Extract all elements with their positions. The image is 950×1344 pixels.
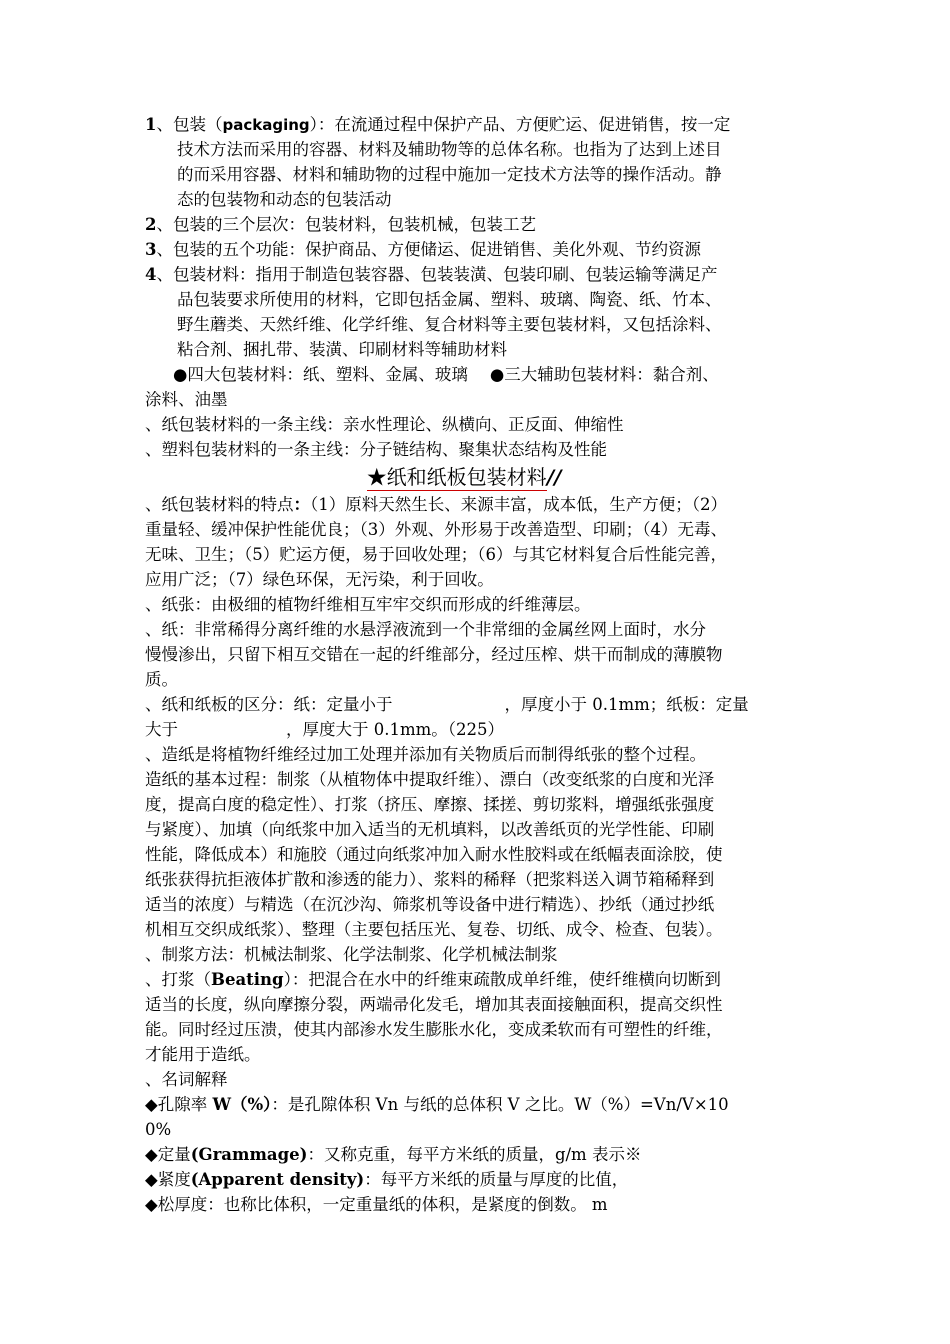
pulping-methods: 、制浆方法：机械法制浆、化学法制浆、化学机械法制浆 <box>145 945 558 964</box>
porosity-line-1 <box>145 1092 813 1117</box>
item-number: 2 <box>145 215 157 234</box>
bullet-line-2: 涂料、油墨 <box>145 390 228 409</box>
text: ◆紧度 <box>145 1170 191 1189</box>
features-line-1 <box>145 492 813 517</box>
heading-text: ★纸和纸板包装材料 <box>366 465 547 489</box>
beating-line-2: 适当的长度，纵向摩擦分裂，两端帚化发毛，增加其表面接触面积，提高交织性 <box>145 995 723 1014</box>
item-1-line-4: 态的包装物和动态的包装活动 <box>177 190 392 209</box>
beating-line-1 <box>145 967 813 992</box>
text: ，厚度大于 0.1mm。（225） <box>286 720 505 739</box>
edit-mark: // <box>546 465 562 489</box>
item-number: 3 <box>145 240 157 259</box>
zhizhang-definition: 、纸张：由极细的植物纤维相互牢牢交织而形成的纤维薄层。 <box>145 595 591 614</box>
papermaking-line-8: 机相互交织成纸浆）、整理（主要包括压光、复卷、切纸、成令、检查、包装）。 <box>145 920 723 939</box>
text: ◆定量 <box>145 1145 191 1164</box>
papermaking-line-3: 度，提高白度的稳定性）、打浆（挤压、摩擦、揉搓、剪切浆料，增强纸张强度 <box>145 795 715 814</box>
zhi-line-2: 慢慢渗出，只留下相互交错在一起的纤维部分，经过压榨、烘干而制成的薄膜物 <box>145 645 723 664</box>
text: 、包装的三个层次：包装材料，包装机械，包装工艺 <box>156 215 536 234</box>
text: 、包装材料：指用于制造包装容器、包装装潢、包装印刷、包装运输等满足产 <box>156 265 718 284</box>
beating-line-4: 才能用于造纸。 <box>145 1045 261 1064</box>
text: ：又称克重，每平方米纸的质量，g/m 表示※ <box>307 1145 642 1164</box>
text: ◆孔隙率 <box>145 1095 213 1114</box>
text: 、纸包装材料的特点 <box>145 495 294 514</box>
text: ）：在流通过程中保护产品、方便贮运、促进销售，按一定 <box>309 115 731 134</box>
term-english: Beating <box>211 970 284 989</box>
terms-title: 、名词解释 <box>145 1070 228 1089</box>
text: ，厚度小于 0.1mm；纸板：定量 <box>504 695 749 714</box>
term-symbol: W（%） <box>212 1095 272 1114</box>
item-1-line-1 <box>145 112 813 137</box>
item-1-line-2: 技术方法而采用的容器、材料及辅助物等的总体名称。也指为了达到上述目 <box>177 140 722 159</box>
features-line-2: 重量轻、缓冲保护性能优良；（3）外观、外形易于改善造型、印刷；（4）无毒、 <box>145 520 727 539</box>
papermaking-line-7: 适当的浓度）与精选（在沉沙沟、筛浆机等设备中进行精选）、抄纸（通过抄纸 <box>145 895 715 914</box>
grammage-definition <box>145 1142 813 1167</box>
papermaking-line-5: 性能，降低成本）和施胶（通过向纸浆冲加入耐水性胶料或在纸幅表面涂胶，使 <box>145 845 723 864</box>
item-3 <box>145 237 813 262</box>
text: 、包装（ <box>156 115 223 134</box>
papermaking-line-4: 与紧度）、加填（向纸浆中加入适当的无机填料，以改善纸页的光学性能、印刷 <box>145 820 715 839</box>
item-number: 1 <box>145 115 157 134</box>
text: 、包装的五个功能：保护商品、方便储运、促进销售、美化外观、节约资源 <box>156 240 701 259</box>
item-4-line-1 <box>145 262 813 287</box>
text: 、打浆（ <box>145 970 211 989</box>
paper-mainline: 、纸包装材料的一条主线：亲水性理论、纵横向、正反面、伸缩性 <box>145 415 624 434</box>
item-2 <box>145 212 813 237</box>
plastic-mainline: 、塑料包装材料的一条主线：分子链结构、聚集状态结构及性能 <box>145 440 607 459</box>
text: ）：把混合在水中的纤维束疏散成单纤维，使纤维横向切断到 <box>283 970 721 989</box>
text: 大于 <box>145 720 178 739</box>
colon: ： <box>293 495 310 514</box>
papermaking-line-2: 造纸的基本过程：制浆（从植物体中提取纤维）、漂白（改变纸浆的白度和光泽 <box>145 770 715 789</box>
beating-line-3: 能。同时经过压溃，使其内部渗水发生膨胀水化，变成柔软而有可塑性的纤维， <box>145 1020 723 1039</box>
papermaking-line-6: 纸张获得抗拒液体扩散和渗透的能力）、浆料的稀释（把浆料送入调节箱稀释到 <box>145 870 715 889</box>
bullet-three-auxiliary: ●三大辅助包装材料：黏合剂、 <box>489 365 719 384</box>
term-english: (Apparent density) <box>190 1170 365 1189</box>
zhi-line-1: 、纸：非常稀得分离纤维的水悬浮液流到一个非常细的金属丝网上面时，水分 <box>145 620 706 639</box>
bullet-line-1 <box>145 362 813 387</box>
section-heading <box>145 462 813 492</box>
bullet-four-materials: ●四大包装材料：纸、塑料、金属、玻璃 <box>173 365 468 384</box>
porosity-line-2: 0% <box>145 1120 172 1139</box>
distinction-line-2 <box>145 717 813 742</box>
papermaking-line-1: 、造纸是将植物纤维经过加工处理并添加有关物质后而制得纸张的整个过程。 <box>145 745 706 764</box>
item-4-line-3: 野生蘑类、天然纤维、化学纤维、复合材料等主要包装材料，又包括涂料、 <box>177 315 722 334</box>
document-body <box>145 112 813 1217</box>
term-english: packaging <box>222 116 310 134</box>
item-number: 4 <box>145 265 157 284</box>
distinction-line-1 <box>145 692 813 717</box>
term-english: (Grammage) <box>190 1145 308 1164</box>
text: ：每平方米纸的质量与厚度的比值， <box>364 1170 629 1189</box>
item-4-line-2: 品包装要求所使用的材料，它即包括金属、塑料、玻璃、陶瓷、纸、竹本、 <box>177 290 722 309</box>
features-line-3: 无味、卫生；（5）贮运方便，易于回收处理；（6）与其它材料复合后性能完善， <box>145 545 727 564</box>
zhi-line-3: 质。 <box>145 670 178 689</box>
text: （1）原料天然生长、来源丰富，成本低，生产方便；（2） <box>310 495 727 514</box>
text: ：是孔隙体积 Vn 与纸的总体积 V 之比。W（%）=Vn/V×10 <box>271 1095 729 1114</box>
features-line-4: 应用广泛；（7）绿色环保，无污染，利于回收。 <box>145 570 494 589</box>
item-1-line-3: 的而采用容器、材料和辅助物的过程中施加一定技术方法等的操作活动。静 <box>177 165 722 184</box>
density-definition <box>145 1167 813 1192</box>
bulk-definition: ◆松厚度：也称比体积，一定重量纸的体积，是紧度的倒数。 m <box>145 1195 608 1214</box>
text: 、纸和纸板的区分：纸：定量小于 <box>145 695 393 714</box>
item-4-line-4: 粘合剂、捆扎带、装潢、印刷材料等辅助材料 <box>177 340 507 359</box>
